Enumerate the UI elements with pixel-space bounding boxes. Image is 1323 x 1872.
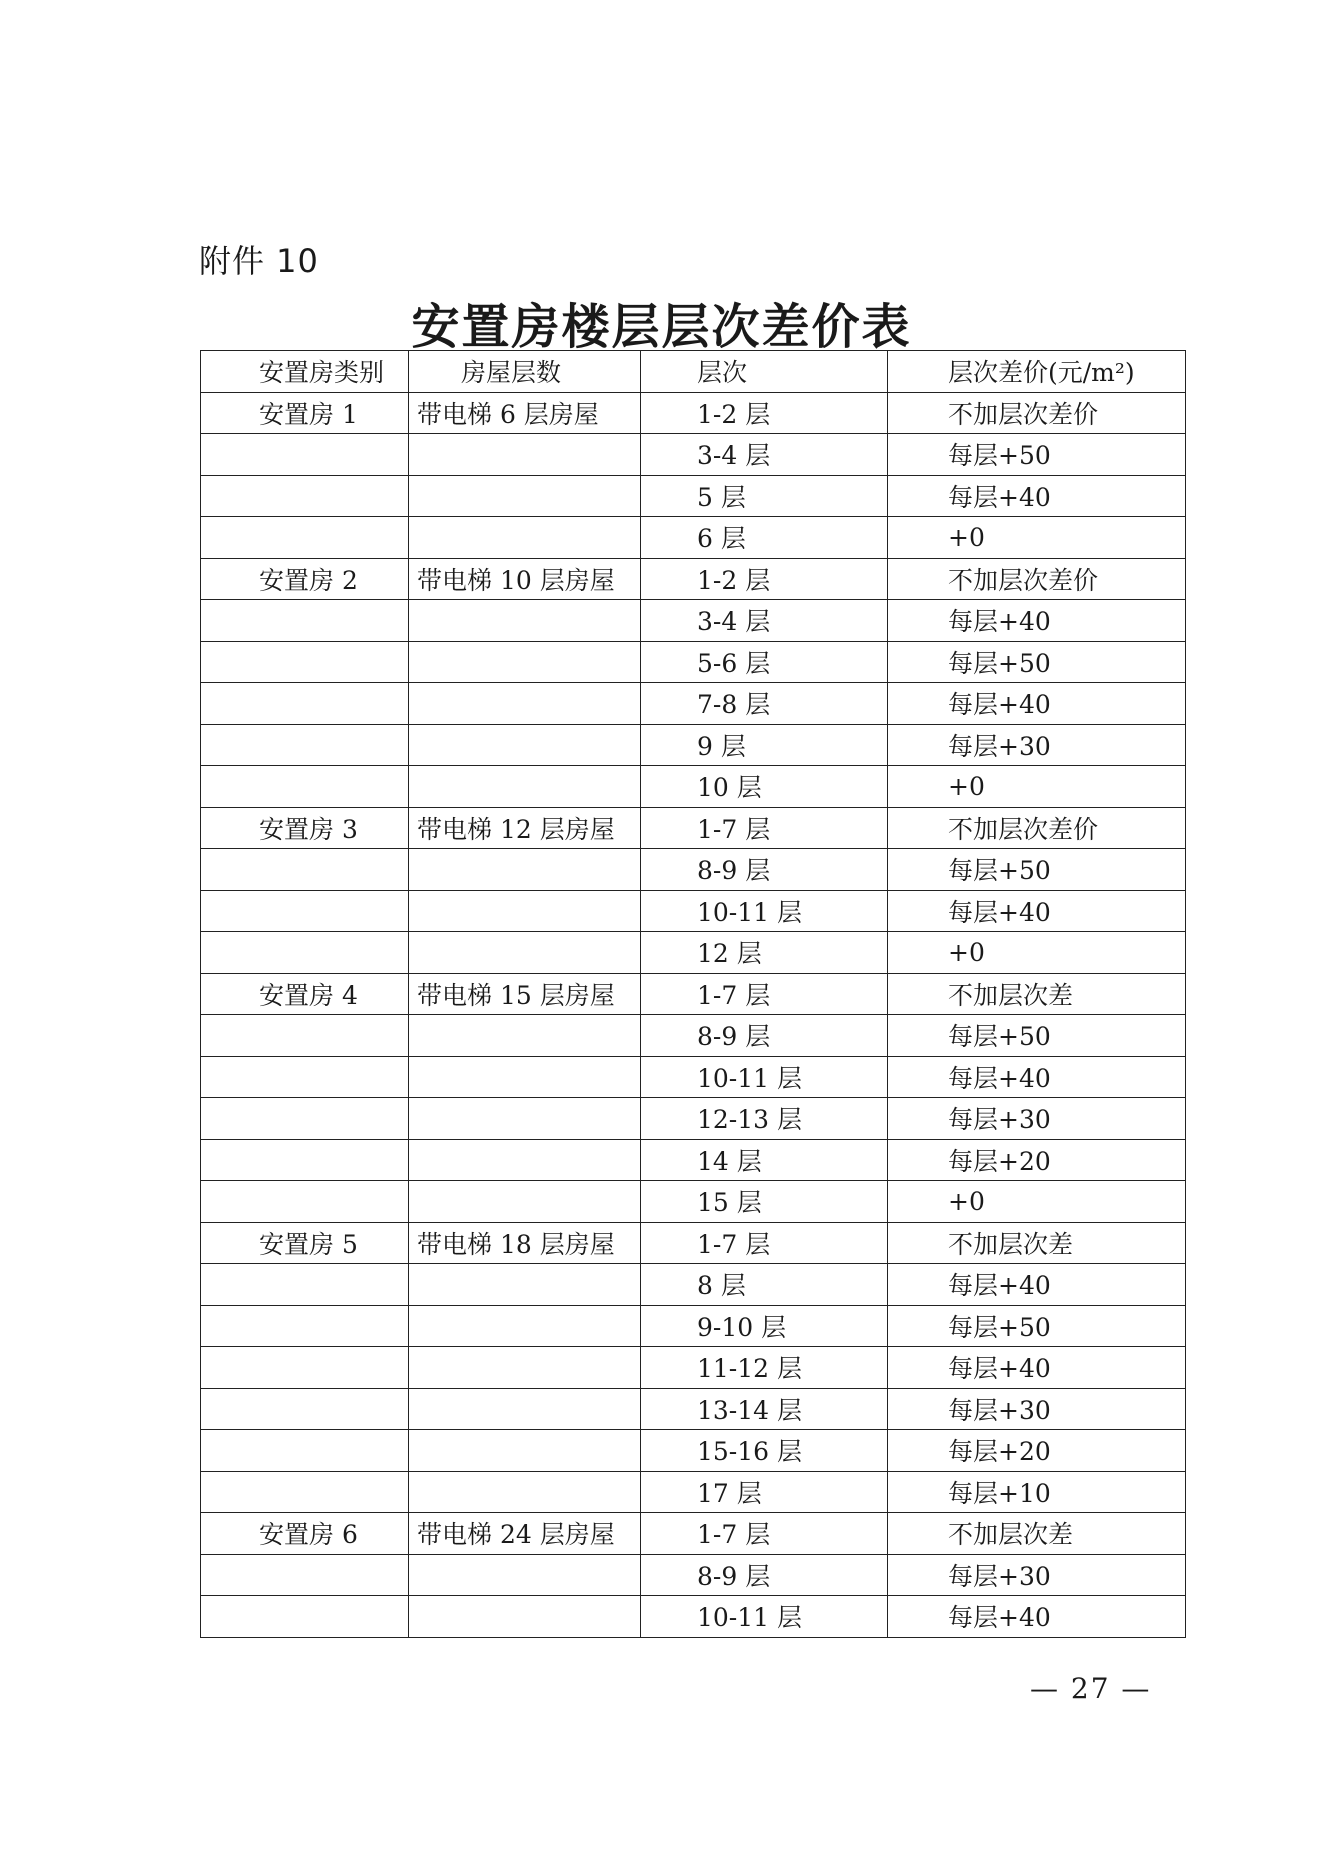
- table-row: [201, 1305, 1186, 1347]
- floor-count-cell: [409, 1347, 641, 1389]
- floor-count-cell: [409, 1430, 641, 1472]
- category-cell: [201, 849, 409, 891]
- table-row: [201, 434, 1186, 476]
- category-cell: 安置房 6: [201, 1513, 409, 1555]
- floor-level-cell: 5 层: [641, 475, 888, 517]
- category-cell: [201, 1554, 409, 1596]
- table-row: [201, 932, 1186, 974]
- floor-level-cell: 1-7 层: [641, 1222, 888, 1264]
- price-difference-cell: 每层+10: [888, 1471, 1186, 1513]
- category-cell: [201, 683, 409, 725]
- floor-level-cell: 13-14 层: [641, 1388, 888, 1430]
- floor-level-cell: 15-16 层: [641, 1430, 888, 1472]
- category-cell: 安置房 1: [201, 392, 409, 434]
- table-row: [201, 1596, 1186, 1638]
- table-row: [201, 807, 1186, 849]
- table-row: [201, 1222, 1186, 1264]
- category-cell: [201, 600, 409, 642]
- floor-count-cell: [409, 1388, 641, 1430]
- table-row: [201, 1056, 1186, 1098]
- table-row: [201, 1015, 1186, 1057]
- floor-level-cell: 15 层: [641, 1181, 888, 1223]
- price-difference-cell: 每层+50: [888, 849, 1186, 891]
- table-row: [201, 1139, 1186, 1181]
- floor-level-cell: 8-9 层: [641, 1015, 888, 1057]
- price-difference-cell: 每层+40: [888, 1596, 1186, 1638]
- floor-level-cell: 11-12 层: [641, 1347, 888, 1389]
- price-difference-cell: 每层+50: [888, 1305, 1186, 1347]
- attachment-label: 附件 10: [199, 242, 319, 280]
- table-row: [201, 1347, 1186, 1389]
- category-cell: 安置房 3: [201, 807, 409, 849]
- floor-level-cell: 1-2 层: [641, 558, 888, 600]
- category-cell: [201, 1181, 409, 1223]
- price-difference-cell: 不加层次差: [888, 973, 1186, 1015]
- floor-count-cell: [409, 641, 641, 683]
- floor-level-cell: 6 层: [641, 517, 888, 559]
- table-row: [201, 849, 1186, 891]
- floor-count-cell: [409, 1056, 641, 1098]
- floor-level-cell: 9 层: [641, 724, 888, 766]
- category-cell: [201, 1264, 409, 1306]
- price-difference-cell: 不加层次差价: [888, 807, 1186, 849]
- table-row: [201, 1388, 1186, 1430]
- floor-count-cell: [409, 1098, 641, 1140]
- floor-level-cell: 10-11 层: [641, 890, 888, 932]
- category-cell: 安置房 2: [201, 558, 409, 600]
- price-difference-cell: +0: [888, 517, 1186, 559]
- category-cell: [201, 475, 409, 517]
- table-row: [201, 600, 1186, 642]
- floor-count-cell: [409, 1471, 641, 1513]
- table-row: [201, 475, 1186, 517]
- floor-level-cell: 3-4 层: [641, 600, 888, 642]
- floor-level-cell: 17 层: [641, 1471, 888, 1513]
- page-title: 安置房楼层层次差价表: [411, 299, 912, 355]
- price-difference-cell: 每层+20: [888, 1139, 1186, 1181]
- floor-level-cell: 1-7 层: [641, 1513, 888, 1555]
- floor-level-cell: 1-7 层: [641, 973, 888, 1015]
- floor-count-cell: [409, 1596, 641, 1638]
- floor-count-cell: 带电梯 12 层房屋: [409, 807, 641, 849]
- floor-count-cell: [409, 1181, 641, 1223]
- table-row: [201, 724, 1186, 766]
- price-difference-cell: 每层+50: [888, 434, 1186, 476]
- category-cell: 安置房 4: [201, 973, 409, 1015]
- floor-level-cell: 14 层: [641, 1139, 888, 1181]
- category-cell: [201, 1015, 409, 1057]
- category-cell: [201, 1139, 409, 1181]
- floor-count-cell: [409, 475, 641, 517]
- floor-count-cell: 带电梯 6 层房屋: [409, 392, 641, 434]
- price-difference-cell: 不加层次差: [888, 1513, 1186, 1555]
- floor-count-cell: [409, 434, 641, 476]
- price-difference-cell: 每层+40: [888, 890, 1186, 932]
- floor-level-cell: 9-10 层: [641, 1305, 888, 1347]
- price-difference-cell: 每层+40: [888, 1264, 1186, 1306]
- table-row: [201, 766, 1186, 808]
- category-cell: [201, 434, 409, 476]
- floor-count-cell: 带电梯 10 层房屋: [409, 558, 641, 600]
- floor-count-cell: [409, 890, 641, 932]
- table-row: [201, 973, 1186, 1015]
- category-cell: [201, 766, 409, 808]
- table-row: [201, 1098, 1186, 1140]
- table-row: [201, 1554, 1186, 1596]
- table-row: [201, 1513, 1186, 1555]
- floor-count-cell: [409, 1139, 641, 1181]
- category-cell: [201, 890, 409, 932]
- floor-count-cell: [409, 724, 641, 766]
- floor-count-cell: 带电梯 18 层房屋: [409, 1222, 641, 1264]
- floor-level-cell: 8-9 层: [641, 1554, 888, 1596]
- floor-count-cell: [409, 1305, 641, 1347]
- price-difference-cell: 每层+30: [888, 1388, 1186, 1430]
- floor-count-cell: [409, 1264, 641, 1306]
- price-difference-cell: 每层+40: [888, 683, 1186, 725]
- table-header-row: [201, 351, 1186, 393]
- floor-count-cell: 带电梯 15 层房屋: [409, 973, 641, 1015]
- category-cell: [201, 1471, 409, 1513]
- floor-level-cell: 12 层: [641, 932, 888, 974]
- floor-count-cell: [409, 1015, 641, 1057]
- floor-price-table: [200, 350, 1186, 1638]
- category-cell: [201, 641, 409, 683]
- floor-count-cell: [409, 600, 641, 642]
- header-category: 安置房类别: [201, 351, 409, 393]
- table-row: [201, 392, 1186, 434]
- price-difference-cell: 每层+40: [888, 475, 1186, 517]
- table-row: [201, 683, 1186, 725]
- price-difference-cell: 每层+50: [888, 1015, 1186, 1057]
- price-difference-cell: 不加层次差: [888, 1222, 1186, 1264]
- floor-level-cell: 10 层: [641, 766, 888, 808]
- floor-count-cell: [409, 766, 641, 808]
- table-row: [201, 558, 1186, 600]
- table-row: [201, 1471, 1186, 1513]
- table-row: [201, 1264, 1186, 1306]
- floor-count-cell: [409, 683, 641, 725]
- category-cell: [201, 1430, 409, 1472]
- price-difference-cell: 不加层次差价: [888, 392, 1186, 434]
- price-difference-cell: 每层+20: [888, 1430, 1186, 1472]
- category-cell: [201, 1305, 409, 1347]
- floor-level-cell: 8-9 层: [641, 849, 888, 891]
- category-cell: [201, 932, 409, 974]
- price-difference-cell: 不加层次差价: [888, 558, 1186, 600]
- price-difference-cell: 每层+40: [888, 1347, 1186, 1389]
- floor-level-cell: 10-11 层: [641, 1596, 888, 1638]
- floor-count-cell: 带电梯 24 层房屋: [409, 1513, 641, 1555]
- price-difference-cell: +0: [888, 1181, 1186, 1223]
- price-difference-cell: 每层+30: [888, 1554, 1186, 1596]
- category-cell: [201, 517, 409, 559]
- floor-count-cell: [409, 517, 641, 559]
- category-cell: [201, 1056, 409, 1098]
- table-row: [201, 641, 1186, 683]
- header-price-difference: 层次差价(元/m²): [888, 351, 1186, 393]
- floor-level-cell: 3-4 层: [641, 434, 888, 476]
- category-cell: [201, 724, 409, 766]
- header-floor-count: 房屋层数: [409, 351, 641, 393]
- floor-level-cell: 8 层: [641, 1264, 888, 1306]
- table-row: [201, 517, 1186, 559]
- price-difference-cell: 每层+40: [888, 600, 1186, 642]
- category-cell: 安置房 5: [201, 1222, 409, 1264]
- price-difference-cell: 每层+40: [888, 1056, 1186, 1098]
- category-cell: [201, 1388, 409, 1430]
- category-cell: [201, 1347, 409, 1389]
- price-difference-cell: 每层+30: [888, 1098, 1186, 1140]
- floor-count-cell: [409, 1554, 641, 1596]
- table-body: [201, 392, 1186, 1637]
- floor-level-cell: 1-2 层: [641, 392, 888, 434]
- floor-count-cell: [409, 849, 641, 891]
- table-row: [201, 1430, 1186, 1472]
- price-difference-cell: +0: [888, 766, 1186, 808]
- page-number: — 27 —: [1030, 1672, 1152, 1705]
- table-row: [201, 1181, 1186, 1223]
- category-cell: [201, 1098, 409, 1140]
- header-floor-level: 层次: [641, 351, 888, 393]
- category-cell: [201, 1596, 409, 1638]
- price-difference-cell: 每层+30: [888, 724, 1186, 766]
- floor-count-cell: [409, 932, 641, 974]
- floor-level-cell: 5-6 层: [641, 641, 888, 683]
- table-row: [201, 890, 1186, 932]
- price-difference-cell: 每层+50: [888, 641, 1186, 683]
- price-difference-cell: +0: [888, 932, 1186, 974]
- floor-level-cell: 12-13 层: [641, 1098, 888, 1140]
- floor-level-cell: 10-11 层: [641, 1056, 888, 1098]
- floor-level-cell: 7-8 层: [641, 683, 888, 725]
- floor-level-cell: 1-7 层: [641, 807, 888, 849]
